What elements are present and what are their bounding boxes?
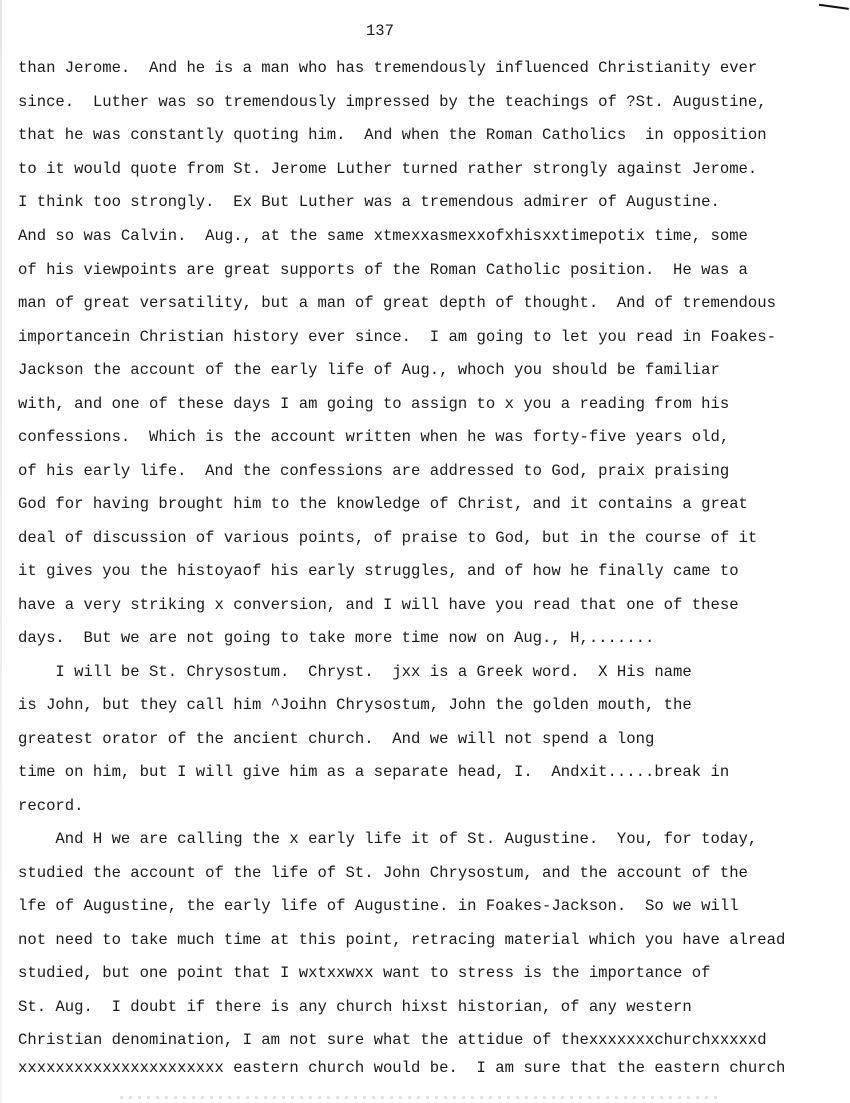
- text-line-30: Christian denomination, I am not sure what the attidue of thexxxxxxxchurchxxxxxd: [18, 1031, 767, 1049]
- scan-left-edge: [0, 0, 2, 1103]
- text-line-15: deal of discussion of various points, of praise to God, but in the course of it: [18, 529, 758, 547]
- scan-bottom-noise: [120, 1096, 720, 1099]
- text-line-14: God for having brought him to the knowledge of Christ, and it contains a great: [18, 495, 748, 513]
- page-number: 137: [366, 22, 394, 40]
- text-line-10: Jackson the account of the early life of Aug., whoch you should be familiar: [18, 361, 720, 379]
- text-line-13: of his early life. And the confessions are addressed to God, praix praising: [18, 462, 730, 480]
- text-line-29: St. Aug. I doubt if there is any church hixst historian, of any western: [18, 998, 692, 1016]
- text-line-19: I will be St. Chrysostum. Chryst. jxx is a Greek word. X His name: [18, 663, 692, 681]
- text-line-16: it gives you the histoyaof his early struggles, and of how he finally came to: [18, 562, 739, 580]
- text-line-1: than Jerome. And he is a man who has tremendously influenced Christianity ever: [18, 59, 758, 77]
- text-line-2: since. Luther was so tremendously impressed by the teachings of ?St. Augustine,: [18, 93, 767, 111]
- text-line-22: time on him, but I will give him as a separate head, I. Andxit.....break in: [18, 763, 730, 781]
- text-line-3: that he was constantly quoting him. And when the Roman Catholics in opposition: [18, 126, 767, 144]
- text-line-21: greatest orator of the ancient church. And we will not spend a long: [18, 730, 655, 748]
- scan-corner-mark: [819, 0, 850, 10]
- text-line-11: with, and one of these days I am going to assign to x you a reading from his: [18, 395, 730, 413]
- text-line-25: studied the account of the life of St. John Chrysostum, and the account of the: [18, 864, 748, 882]
- text-line-28: studied, but one point that I wxtxxwxx want to stress is the importance of: [18, 964, 711, 982]
- text-line-31: xxxxxxxxxxxxxxxxxxxxxx eastern church would be. I am sure that the eastern church: [18, 1059, 786, 1077]
- text-line-23: record.: [18, 797, 84, 815]
- text-line-27: not need to take much time at this point, retracing material which you have alread: [18, 931, 786, 949]
- text-line-26: lfe of Augustine, the early life of Augustine. in Foakes-Jackson. So we will: [18, 897, 739, 915]
- text-line-6: And so was Calvin. Aug., at the same xtmexxasmexxofxhisxxtimepotix time, some: [18, 227, 748, 245]
- text-line-12: confessions. Which is the account written when he was forty-five years old,: [18, 428, 730, 446]
- text-line-5: I think too strongly. Ex But Luther was a tremendous admirer of Augustine.: [18, 193, 720, 211]
- text-line-9: importancein Christian history ever since. I am going to let you read in Foakes-: [18, 328, 776, 346]
- text-line-18: days. But we are not going to take more time now on Aug., H,.......: [18, 629, 655, 647]
- text-line-8: man of great versatility, but a man of great depth of thought. And of tremendous: [18, 294, 776, 312]
- text-line-24: And H we are calling the x early life it of St. Augustine. You, for today,: [18, 830, 758, 848]
- text-line-4: to it would quote from St. Jerome Luther turned rather strongly against Jerome.: [18, 160, 758, 178]
- text-line-7: of his viewpoints are great supports of the Roman Catholic position. He was a: [18, 261, 748, 279]
- text-line-17: have a very striking x conversion, and I will have you read that one of these: [18, 596, 739, 614]
- text-line-20: is John, but they call him ^Joihn Chrysostum, John the golden mouth, the: [18, 696, 692, 714]
